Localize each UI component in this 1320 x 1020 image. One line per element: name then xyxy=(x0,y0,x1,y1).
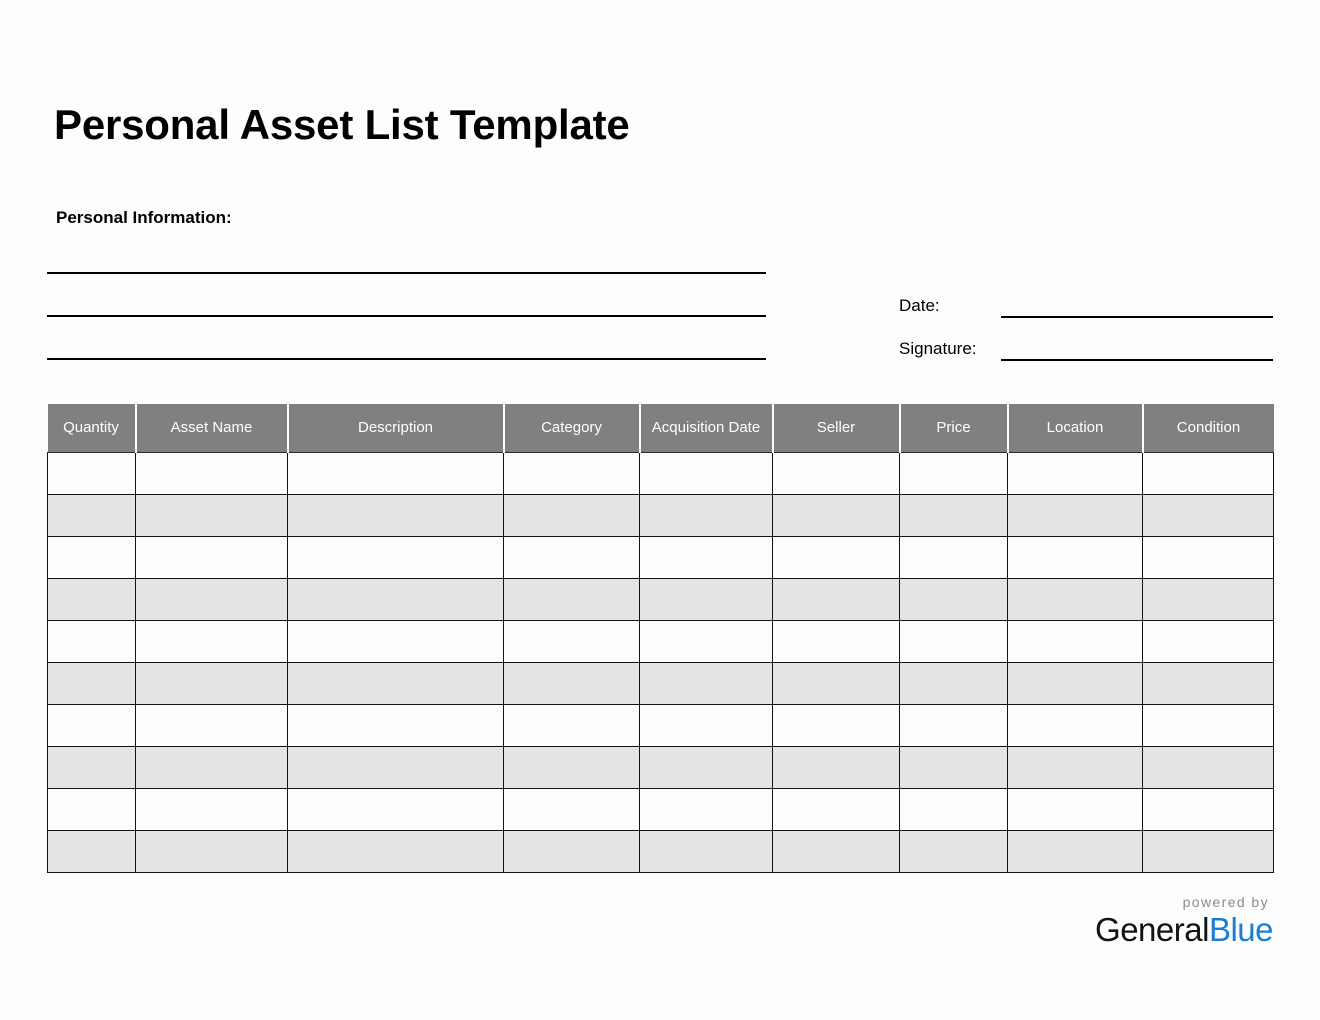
table-cell[interactable] xyxy=(773,453,900,495)
table-cell[interactable] xyxy=(288,621,504,663)
table-cell[interactable] xyxy=(136,663,288,705)
table-cell[interactable] xyxy=(136,705,288,747)
signature-input-line[interactable] xyxy=(1001,359,1273,361)
column-header-price[interactable]: Price xyxy=(900,404,1008,453)
table-cell[interactable] xyxy=(640,621,773,663)
table-cell[interactable] xyxy=(48,663,136,705)
table-cell[interactable] xyxy=(136,831,288,873)
column-header-description[interactable]: Description xyxy=(288,404,504,453)
table-cell[interactable] xyxy=(640,831,773,873)
table-cell[interactable] xyxy=(900,495,1008,537)
table-cell[interactable] xyxy=(48,537,136,579)
signature-label: Signature: xyxy=(899,339,977,358)
table-cell[interactable] xyxy=(640,579,773,621)
table-cell[interactable] xyxy=(1143,453,1274,495)
table-cell[interactable] xyxy=(288,663,504,705)
table-cell[interactable] xyxy=(504,453,640,495)
table-cell[interactable] xyxy=(48,495,136,537)
table-cell[interactable] xyxy=(1008,579,1143,621)
column-header-quantity[interactable]: Quantity xyxy=(48,404,136,453)
table-cell[interactable] xyxy=(1143,537,1274,579)
personal-information-label: Personal Information: xyxy=(56,208,232,227)
table-cell[interactable] xyxy=(136,537,288,579)
table-cell[interactable] xyxy=(640,537,773,579)
table-cell[interactable] xyxy=(48,831,136,873)
table-cell[interactable] xyxy=(773,663,900,705)
column-header-location[interactable]: Location xyxy=(1008,404,1143,453)
table-cell[interactable] xyxy=(773,537,900,579)
table-cell[interactable] xyxy=(900,621,1008,663)
table-cell[interactable] xyxy=(900,663,1008,705)
table-cell[interactable] xyxy=(900,831,1008,873)
table-cell[interactable] xyxy=(288,747,504,789)
table-cell[interactable] xyxy=(1143,579,1274,621)
brand-name-blue: Blue xyxy=(1208,911,1273,948)
table-cell[interactable] xyxy=(504,789,640,831)
table-row xyxy=(48,831,1274,873)
table-cell[interactable] xyxy=(1143,621,1274,663)
table-cell[interactable] xyxy=(288,831,504,873)
table-cell[interactable] xyxy=(773,705,900,747)
page-title: Personal Asset List Template xyxy=(54,101,630,148)
table-cell[interactable] xyxy=(773,579,900,621)
table-cell[interactable] xyxy=(504,579,640,621)
personal-information-line-2[interactable] xyxy=(47,315,766,317)
column-header-seller[interactable]: Seller xyxy=(773,404,900,453)
table-cell[interactable] xyxy=(1143,495,1274,537)
table-cell[interactable] xyxy=(48,579,136,621)
table-cell[interactable] xyxy=(1008,705,1143,747)
table-cell[interactable] xyxy=(640,453,773,495)
table-cell[interactable] xyxy=(1008,537,1143,579)
date-input-line[interactable] xyxy=(1001,316,1273,318)
personal-information-line-3[interactable] xyxy=(47,358,766,360)
table-cell[interactable] xyxy=(773,621,900,663)
table-cell[interactable] xyxy=(136,621,288,663)
column-header-acquisition-date[interactable]: Acquisition Date xyxy=(640,404,773,453)
table-cell[interactable] xyxy=(1008,663,1143,705)
table-cell[interactable] xyxy=(504,537,640,579)
table-body xyxy=(48,453,1274,873)
table-cell[interactable] xyxy=(1008,747,1143,789)
table-cell[interactable] xyxy=(773,831,900,873)
table-row xyxy=(48,705,1274,747)
table-cell[interactable] xyxy=(48,705,136,747)
table-cell[interactable] xyxy=(1143,705,1274,747)
generalblue-logo xyxy=(1010,911,1273,949)
table-row xyxy=(48,537,1274,579)
table-cell[interactable] xyxy=(288,453,504,495)
table-row xyxy=(48,663,1274,705)
table-cell[interactable] xyxy=(900,537,1008,579)
table-cell[interactable] xyxy=(640,663,773,705)
table-cell[interactable] xyxy=(640,495,773,537)
table-cell[interactable] xyxy=(1008,453,1143,495)
table-cell[interactable] xyxy=(136,453,288,495)
table-cell[interactable] xyxy=(773,747,900,789)
table-cell[interactable] xyxy=(1143,831,1274,873)
table-cell[interactable] xyxy=(900,789,1008,831)
date-label: Date: xyxy=(899,296,940,315)
table-cell[interactable] xyxy=(504,495,640,537)
table-row xyxy=(48,747,1274,789)
table-cell[interactable] xyxy=(48,747,136,789)
column-header-condition[interactable]: Condition xyxy=(1143,404,1274,453)
powered-by-label: powered by xyxy=(1182,894,1269,910)
table-cell[interactable] xyxy=(1143,663,1274,705)
table-row xyxy=(48,579,1274,621)
table-cell[interactable] xyxy=(288,579,504,621)
table-cell[interactable] xyxy=(1008,621,1143,663)
table-cell[interactable] xyxy=(288,705,504,747)
asset-list-table xyxy=(47,404,1274,873)
table-header-row xyxy=(48,404,1274,453)
table-cell[interactable] xyxy=(48,621,136,663)
table-cell[interactable] xyxy=(773,789,900,831)
footer-logo xyxy=(1010,893,1273,949)
table-cell[interactable] xyxy=(773,495,900,537)
table-cell[interactable] xyxy=(900,579,1008,621)
table-cell[interactable] xyxy=(1143,789,1274,831)
table-cell[interactable] xyxy=(48,789,136,831)
table-cell[interactable] xyxy=(48,453,136,495)
table-cell[interactable] xyxy=(288,495,504,537)
table-cell[interactable] xyxy=(900,453,1008,495)
brand-name-general: General xyxy=(1095,911,1209,948)
table-row xyxy=(48,453,1274,495)
table-cell[interactable] xyxy=(640,747,773,789)
table-cell[interactable] xyxy=(136,579,288,621)
table-row xyxy=(48,495,1274,537)
table-row xyxy=(48,789,1274,831)
table-cell[interactable] xyxy=(1143,747,1274,789)
column-header-asset-name[interactable]: Asset Name xyxy=(136,404,288,453)
table-cell[interactable] xyxy=(640,789,773,831)
table-cell[interactable] xyxy=(136,789,288,831)
personal-information-line-1[interactable] xyxy=(47,272,766,274)
table-cell[interactable] xyxy=(504,831,640,873)
table-cell[interactable] xyxy=(900,747,1008,789)
table-cell[interactable] xyxy=(504,663,640,705)
table-cell[interactable] xyxy=(136,495,288,537)
table-cell[interactable] xyxy=(136,747,288,789)
table-cell[interactable] xyxy=(288,789,504,831)
table-cell[interactable] xyxy=(504,621,640,663)
table-cell[interactable] xyxy=(288,537,504,579)
table-cell[interactable] xyxy=(504,747,640,789)
table-cell[interactable] xyxy=(1008,831,1143,873)
table-cell[interactable] xyxy=(504,705,640,747)
column-header-category[interactable]: Category xyxy=(504,404,640,453)
table-cell[interactable] xyxy=(640,705,773,747)
table-cell[interactable] xyxy=(1008,789,1143,831)
table-row xyxy=(48,621,1274,663)
table-cell[interactable] xyxy=(1008,495,1143,537)
table-cell[interactable] xyxy=(900,705,1008,747)
